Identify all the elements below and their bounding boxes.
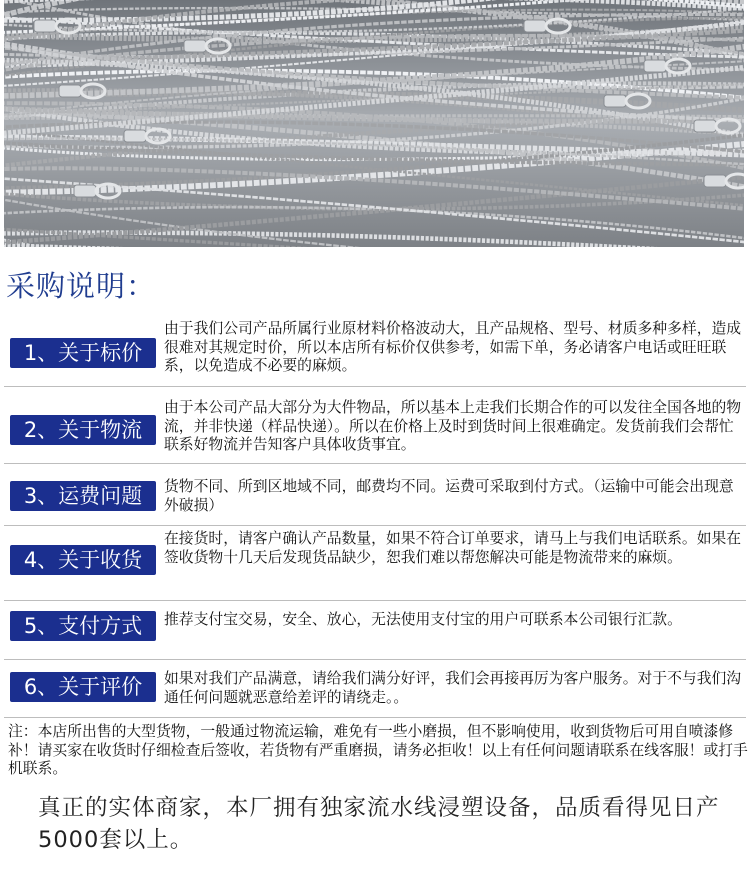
item-pricing-label: 1、关于标价 xyxy=(10,338,156,368)
item-payment-label: 5、支付方式 xyxy=(10,611,156,641)
item-logistics xyxy=(4,395,746,464)
item-review xyxy=(4,662,746,718)
item-payment xyxy=(4,603,746,660)
item-pricing-text: 由于我们公司产品所属行业原材料价格波动大，且产品规格、型号、材质多种多样，造成很难对其规定时价，所以本店所有标价仅供参考，如需下单，务必请客户电话或旺旺联系，以免造成不必要的麻烦。 xyxy=(164,320,742,374)
item-review-text: 如果对我们产品满意，请给我们满分好评，我们会再接再厉为客户服务。对于不与我们沟通任何问题就恶意给差评的请绕走。。 xyxy=(164,670,742,706)
notice-text: 注：本店所出售的大型货物，一般通过物流运输，难免有一些小磨损，但不影响使用，收到货物后可用自喷漆修补！请买家在收货时仔细检查后签收，若货物有严重磨损，请务必拒收！以上有任何问题请联系在线客服！或打手机联系。 xyxy=(8,723,748,777)
item-receiving-text: 在接货时，请客户确认产品数量，如果不符合订单要求，请马上与我们电话联系。如果在签收货物十几天后发现货品缺少，恕我们难以帮您解决可能是物流带来的麻烦。 xyxy=(164,530,742,566)
page-title: 采购说明： xyxy=(6,269,157,303)
item-review-label: 6、关于评价 xyxy=(10,672,156,702)
item-logistics-text: 由于本公司产品大部分为大件物品，所以基本上走我们长期合作的可以发往全国各地的物流，并非快递（样品快递）。所以在价格上及时到货时间上很难确定。发货前我们会帮忙联系好物流并告知客户具体收货事宜。 xyxy=(164,399,742,453)
item-pricing xyxy=(4,318,746,387)
item-shipping-fee-text: 货物不同、所到区地域不同，邮费均不同。运费可采取到付方式。（运输中可能会出现意外破损） xyxy=(164,478,734,514)
item-logistics-label: 2、关于物流 xyxy=(10,415,156,445)
slogan-text: 真正的实体商家，本厂拥有独家流水线浸塑设备，品质看得见日产5000套以上。 xyxy=(38,795,720,853)
product-photo-wire-rope-slings xyxy=(4,0,744,247)
item-shipping-fee-label: 3、运费问题 xyxy=(10,481,156,511)
wire-rope-illustration xyxy=(4,0,744,247)
item-receiving-label: 4、关于收货 xyxy=(10,545,156,575)
item-payment-text: 推荐支付宝交易，安全、放心，无法使用支付宝的用户可联系本公司银行汇款。 xyxy=(164,611,682,628)
item-receiving xyxy=(4,528,746,601)
item-shipping-fee xyxy=(4,470,746,526)
